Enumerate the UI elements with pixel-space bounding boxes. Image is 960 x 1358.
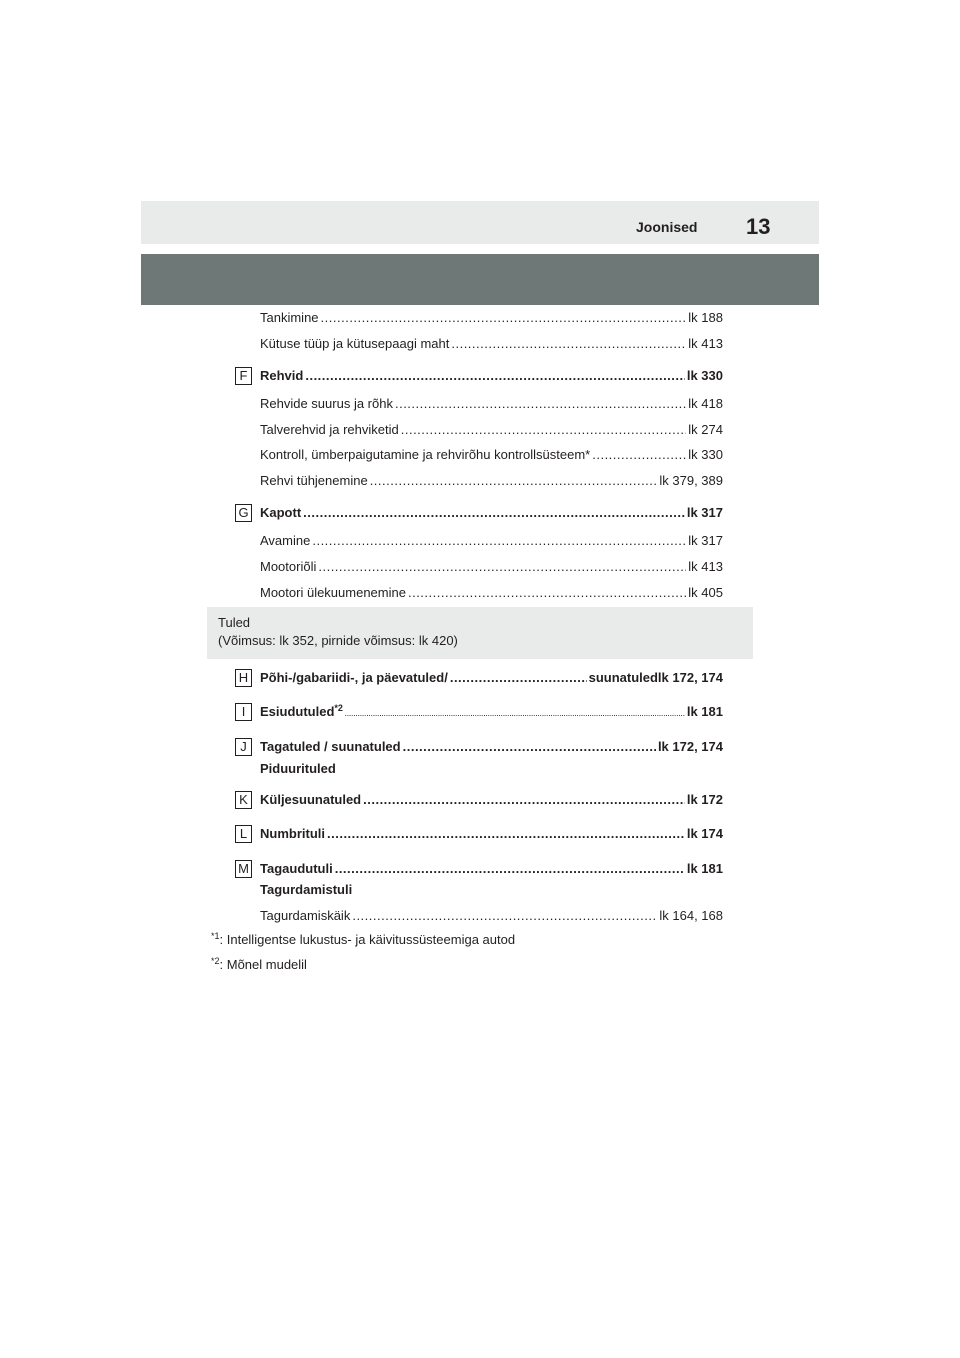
label-letter-i: I <box>235 703 252 721</box>
index-entry-rehvi-tuhjenemine: Rehvi tühjenemine ..... lk 379, 389 <box>260 473 723 489</box>
index-entry-rehvide-suurus: Rehvide suurus ja rõhk ..... lk 418 <box>260 396 723 412</box>
index-entry-tagurdamistuli: Tagurdamistuli <box>260 882 353 897</box>
label-letter-j: J <box>235 738 252 756</box>
index-entry-kapott: Kapott ..... lk 317 <box>260 505 723 521</box>
index-entry-esiudutuled: Esiudutuled$^{*2}$ ..... lk 181 <box>260 704 723 723</box>
index-entry-pidurituled: Piduurituled <box>260 761 336 776</box>
index-entry-ulekuumenemine: Mootori ülekuumenemine ..... lk 405 <box>260 585 723 601</box>
index-entry-kutuse-tuup: Kütuse tüüp ja kütusepaagi maht ..... lk 413 <box>260 336 723 352</box>
label-letter-m: M <box>235 860 252 878</box>
header-bar <box>141 201 819 244</box>
label-letter-g: G <box>235 504 252 522</box>
info-box-details: (Võimsus: lk 352, pirnide võimsus: lk 420) <box>218 633 458 648</box>
index-entry-mootorioli: Mootoriõli ..... lk 413 <box>260 559 723 575</box>
index-entry-pohituled: Põhi-/gabariidi-, ja päevatuled/ ..... suunatuledlk 172, 174 <box>260 670 723 686</box>
index-entry-avamine: Avamine ..... lk 317 <box>260 533 723 549</box>
label-letter-f: F <box>235 367 252 385</box>
index-entry-tagatuled: Tagatuled / suunatuled ..... lk 172, 174 <box>260 739 723 755</box>
label-letter-l: L <box>235 825 252 843</box>
index-entry-tagaudutuli: Tagaudutuli ..... lk 181 <box>260 861 723 877</box>
index-entry-numbrituli: Numbrituli ..... lk 174 <box>260 826 723 842</box>
info-box-title: Tuled <box>218 615 251 630</box>
page-number: 13 <box>746 214 771 239</box>
footnote-1: $^{*1}$: Intelligentse lukustus- ja käivitussüsteemiga autod <box>211 931 516 947</box>
label-letter-h: H <box>235 669 252 687</box>
index-entry-rehvid: Rehvid ..... lk 330 <box>260 368 723 384</box>
index-entry-kuljesuunatuled: Küljesuunatuled ..... lk 172 <box>260 792 723 808</box>
index-entry-talverehvid: Talverehvid ja rehviketid ..... lk 274 <box>260 422 723 438</box>
header-band <box>141 254 819 305</box>
index-entry-tagurdamiskaik: Tagurdamiskäik ..... lk 164, 168 <box>260 908 723 924</box>
index-entry-tankimine: Tankimine ..... lk 188 <box>260 310 723 326</box>
index-entry-kontroll: Kontroll, ümberpaigutamine ja rehvirõhu kontrollsüsteem* ..... lk 330 <box>260 447 723 463</box>
footnote-2: $^{*2}$: Mõnel mudelil <box>211 956 307 972</box>
label-letter-k: K <box>235 791 252 809</box>
section-title: Joonised <box>636 219 698 235</box>
